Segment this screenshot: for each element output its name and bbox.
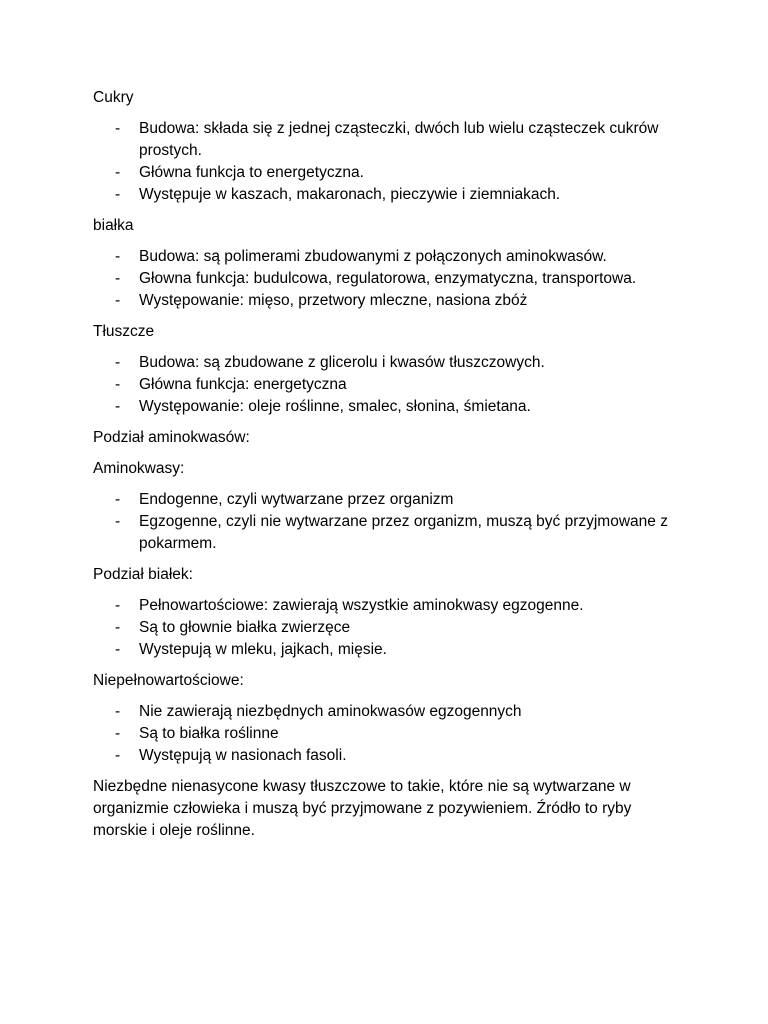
dash-bullet: -	[115, 491, 121, 508]
dash-bullet: -	[115, 703, 121, 720]
list-item	[93, 489, 683, 511]
final-paragraph: Niezbędne nienasycone kwasy tłuszczowe to takie, które nie są wytwarzane w organizmie człowieka i muszą być przyjmowane z pozywieniem. Źródło to ryby morskie i oleje roślinne.	[93, 778, 632, 839]
list-tluszcze	[93, 352, 683, 418]
list-item	[93, 162, 683, 184]
incomplete-heading: Niepełnowartościowe:	[93, 672, 244, 689]
list-item-text: Budowa: są zbudowane z glicerolu i kwasów tłuszczowych.	[139, 354, 545, 371]
list-item	[93, 595, 683, 617]
list-item	[93, 511, 683, 555]
dash-bullet: -	[115, 292, 121, 309]
list-niepelnowartosciowe	[93, 701, 683, 767]
list-item	[93, 396, 683, 418]
list-item-text: Występowanie: mięso, przetwory mleczne, nasiona zbóż	[139, 292, 528, 309]
list-bialka	[93, 246, 683, 312]
list-item	[93, 352, 683, 374]
dash-bullet: -	[115, 641, 121, 658]
list-item	[93, 723, 683, 745]
list-aminokwasy	[93, 489, 683, 555]
protein-heading: Podział białek:	[93, 566, 193, 583]
dash-bullet: -	[115, 354, 121, 371]
list-item	[93, 617, 683, 639]
list-item	[93, 701, 683, 723]
list-bialek	[93, 595, 683, 661]
list-item	[93, 639, 683, 661]
list-item	[93, 290, 683, 312]
dash-bullet: -	[115, 120, 121, 137]
dash-bullet: -	[115, 270, 121, 287]
list-item-text: Główna funkcja to energetyczna.	[139, 164, 364, 181]
list-item-text: Główna funkcja: energetyczna	[139, 376, 347, 393]
dash-bullet: -	[115, 513, 121, 530]
list-item-text: Nie zawierają niezbędnych aminokwasów egzogennych	[139, 703, 522, 720]
dash-bullet: -	[115, 398, 121, 415]
list-item-text: Występują w nasionach fasoli.	[139, 747, 347, 764]
list-item-text: Budowa: są polimerami zbudowanymi z połączonych aminokwasów.	[139, 248, 607, 265]
dash-bullet: -	[115, 376, 121, 393]
dash-bullet: -	[115, 186, 121, 203]
dash-bullet: -	[115, 597, 121, 614]
list-item-text: Egzogenne, czyli nie wytwarzane przez organizm, muszą być przyjmowane z pokarmem.	[139, 513, 668, 552]
section-heading-tluszcze: Tłuszcze	[93, 323, 155, 340]
list-item-text: Endogenne, czyli wytwarzane przez organizm	[139, 491, 454, 508]
dash-bullet: -	[115, 747, 121, 764]
list-item-text: Są to głownie białka zwierzęce	[139, 619, 351, 636]
list-item	[93, 268, 683, 290]
list-item-text: Wystepują w mleku, jajkach, mięsie.	[139, 641, 387, 658]
list-item	[93, 745, 683, 767]
dash-bullet: -	[115, 619, 121, 636]
dash-bullet: -	[115, 725, 121, 742]
dash-bullet: -	[115, 164, 121, 181]
list-item	[93, 118, 683, 162]
section-heading-cukry: Cukry	[93, 89, 134, 106]
list-item-text: Są to białka roślinne	[139, 725, 279, 742]
list-item-text: Głowna funkcja: budulcowa, regulatorowa, enzymatyczna, transportowa.	[139, 270, 637, 287]
list-item-text: Występowanie: oleje roślinne, smalec, słonina, śmietana.	[139, 398, 531, 415]
list-item-text: Pełnowartościowe: zawierają wszystkie aminokwasy egzogenne.	[139, 597, 584, 614]
amino-heading: Aminokwasy:	[93, 460, 185, 477]
list-item-text: Występuje w kaszach, makaronach, pieczywie i ziemniakach.	[139, 186, 561, 203]
dash-bullet: -	[115, 248, 121, 265]
section-heading-bialka: białka	[93, 217, 134, 234]
document-content	[93, 87, 683, 842]
amino-title: Podział aminokwasów:	[93, 429, 250, 446]
list-item	[93, 184, 683, 206]
list-item-text: Budowa: składa się z jednej cząsteczki, dwóch lub wielu cząsteczek cukrów prostych.	[139, 120, 659, 159]
list-item	[93, 246, 683, 268]
list-cukry	[93, 118, 683, 206]
list-item	[93, 374, 683, 396]
